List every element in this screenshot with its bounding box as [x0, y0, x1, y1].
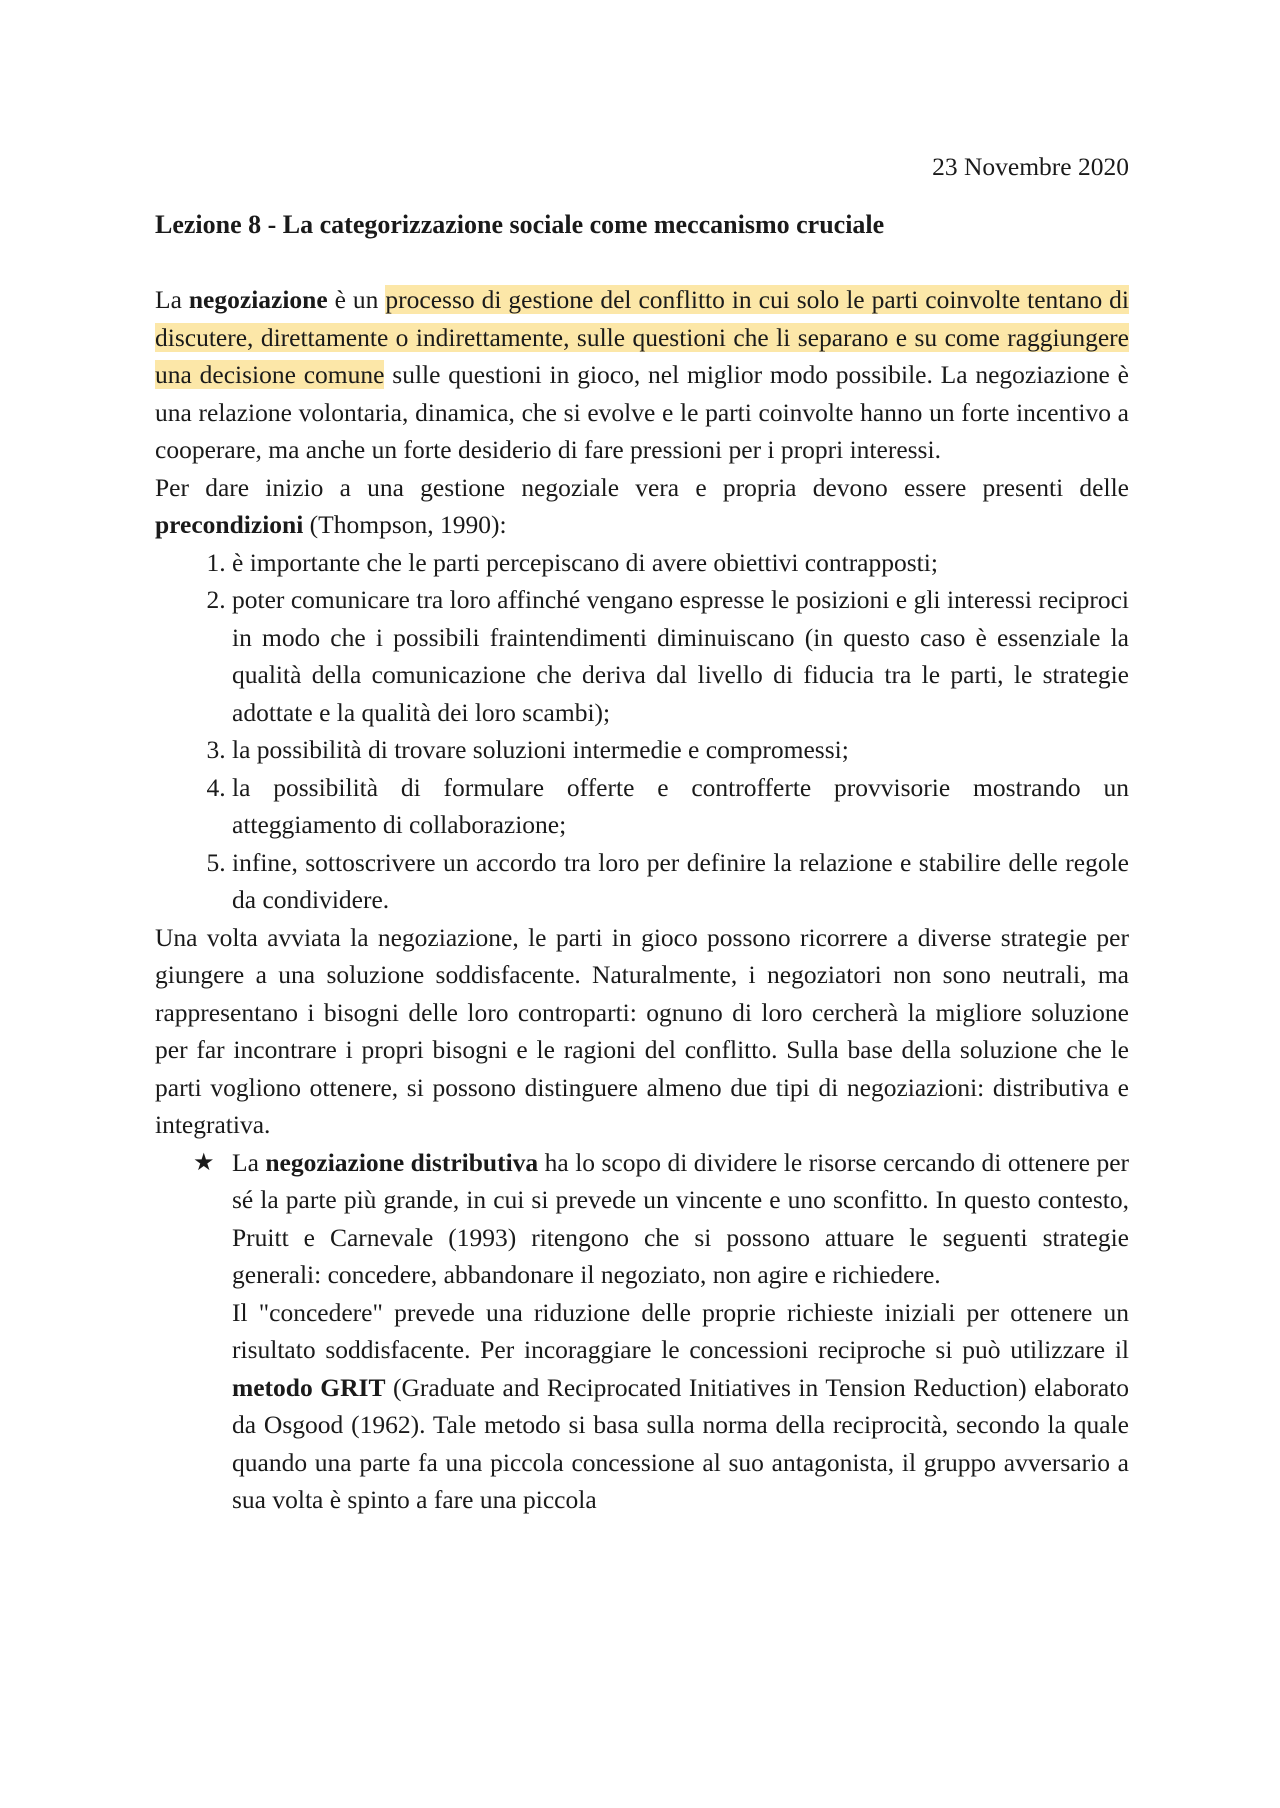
term-negoziazione: negoziazione	[188, 285, 328, 314]
preconditions-paragraph: Per dare inizio a una gestione negoziale vera e propria devono essere presenti delle precondizioni (Thompson, 1990):	[155, 472, 1129, 539]
list-item: 2. poter comunicare tra loro affinché vengano espresse le posizioni e gli interessi reciproci in modo che i possibili fraintendimenti diminuiscano (in questo caso è essenziale la qualità della comunicazione che deriva dal livello di fiducia tra le parti, le strategie adottate e la qualità dei loro scambi);	[232, 581, 1129, 731]
negotiation-types-list	[155, 1144, 1129, 1519]
strategies-paragraph: Una volta avviata la negoziazione, le parti in gioco possono ricorrere a diverse strategie per giungere a una soluzione soddisfacente. Naturalmente, i negoziatori non sono neutrali, ma rappresentano i bisogni delle loro controparti: ognuno di loro cercherà la migliore soluzione per far incontrare i propri bisogni e le ragioni del conflitto. Sulla base della soluzione che le parti vogliono ottenere, si possono distinguere almeno due tipi di negoziazioni: distributiva e integrativa.	[155, 922, 1129, 1139]
star-bullet-icon: ★	[193, 1147, 215, 1176]
highlighted-definition: processo di gestione del conflitto in cui solo le parti coinvolte tentano di discutere, direttamente o indirettamente, sulle questioni che li separano e su come raggiungere una decisione comune	[155, 285, 1129, 389]
term-precondizioni: precondizioni	[155, 510, 304, 539]
intro-paragraph: La negoziazione è un processo di gestione del conflitto in cui solo le parti coinvolte tentano di discutere, direttamente o indirettamente, sulle questioni che li separano e su come raggiungere una decisione comune sulle questioni in gioco, nel miglior modo possibile. La negoziazione è una relazione volontaria, dinamica, che si evolve e le parti coinvolte hanno un forte incentivo a cooperare, ma anche un forte desiderio di fare pressioni per i propri interessi.	[155, 285, 1129, 464]
list-item-distributive	[193, 1144, 1130, 1519]
document-date: 23 Novembre 2020	[932, 152, 1129, 181]
preconditions-list	[155, 544, 1129, 919]
list-item: 1. è importante che le parti percepiscano di avere obiettivi contrapposti;	[232, 544, 1129, 582]
lesson-title: Lezione 8 - La categorizzazione sociale come meccanismo cruciale	[155, 209, 885, 239]
list-item: 4. la possibilità di formulare offerte e controfferte provvisorie mostrando un atteggiamento di collaborazione;	[232, 769, 1129, 844]
term-negoziazione-distributiva: negoziazione distributiva	[265, 1147, 539, 1177]
distributive-paragraph: La negoziazione distributiva ha lo scopo di dividere le risorse cercando di ottenere per sé la parte più grande, in cui si prevede un vincente e uno sconfitto. In questo contesto, Pruitt e Carnevale (1993) ritengono che si possono attuare le seguenti strategie generali: concedere, abbandonare il negoziato, non agire e richiedere.	[232, 1147, 1130, 1289]
grit-paragraph: Il "concedere" prevede una riduzione delle proprie richieste iniziali per ottenere un risultato soddisfacente. Per incoraggiare le concessioni reciproche si può utilizzare il metodo GRIT (Graduate and Reciprocated Initiatives in Tension Reduction) elaborato da Osgood (1962). Tale metodo si basa sulla norma della reciprocità, secondo la quale quando una parte fa una piccola concessione al suo antagonista, il gruppo avversario a sua volta è spinto a fare una piccola	[232, 1297, 1129, 1514]
document-body	[155, 148, 1129, 1519]
list-item: 5. infine, sottoscrivere un accordo tra loro per definire la relazione e stabilire delle regole da condividere.	[232, 844, 1129, 919]
term-metodo-grit: metodo GRIT	[232, 1372, 386, 1402]
list-item: 3. la possibilità di trovare soluzioni intermedie e compromessi;	[232, 731, 1129, 769]
